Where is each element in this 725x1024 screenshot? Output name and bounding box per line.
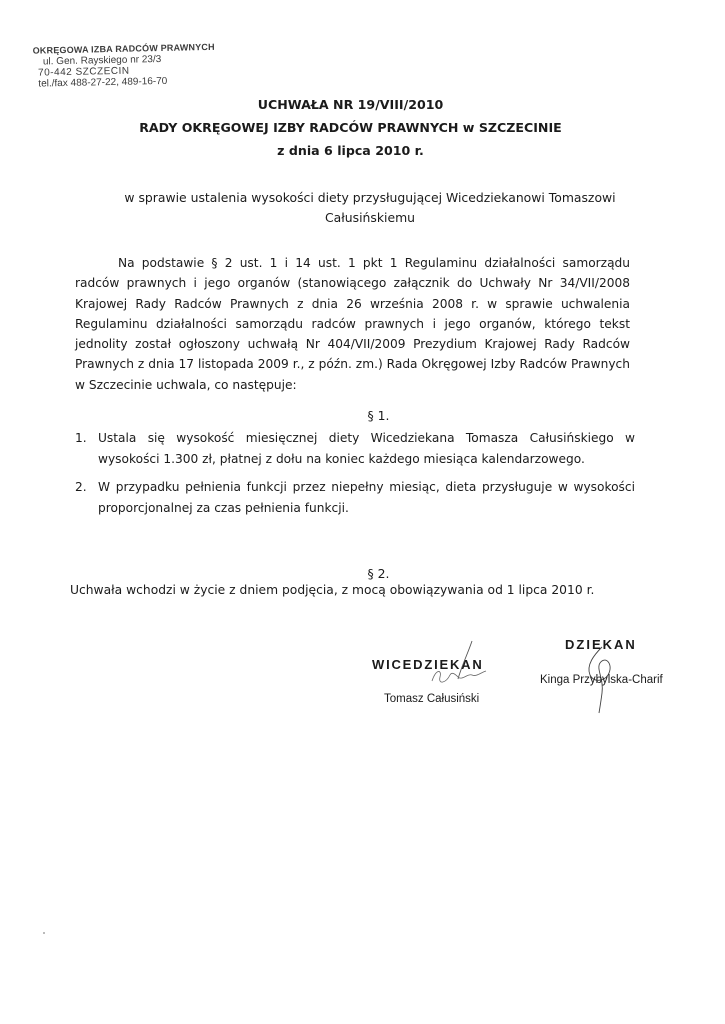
stamp-line-3: 70-442 SZCZECIN xyxy=(38,65,130,79)
resolution-date: z dnia 6 lipca 2010 r. xyxy=(277,143,424,158)
stamp-line-4: tel./fax 488-27-22, 489-16-70 xyxy=(38,75,168,90)
resolution-title: UCHWAŁA NR 19/VIII/2010 xyxy=(257,97,444,112)
list-item xyxy=(75,428,635,469)
resolution-subject: w sprawie ustalenia wysokości diety przysługującej Wicedziekanowi Tomaszowi Całusińskiemu xyxy=(124,190,616,225)
section-1-heading: § 1. xyxy=(367,408,390,423)
vice-dean-role: WICEDZIEKAN xyxy=(372,657,484,672)
resolution-subtitle: RADY OKRĘGOWEJ IZBY RADCÓW PRAWNYCH w SZCZECINIE xyxy=(139,120,562,135)
handwritten-signature-icon xyxy=(402,639,512,694)
dean-role: DZIEKAN xyxy=(565,637,637,652)
dean-name: Kinga Przybylska-Charif xyxy=(540,674,663,686)
preamble-paragraph xyxy=(75,253,630,395)
section-2-heading: § 2. xyxy=(367,566,390,581)
list-item-number: 2. xyxy=(75,480,87,494)
scan-speck xyxy=(43,932,45,934)
office-stamp xyxy=(32,41,215,90)
list-item-text: W przypadku pełnienia funkcji przez niepełny miesiąc, dieta przysługuje w wysokości proporcjonalnej za czas pełnienia funkcji. xyxy=(98,480,635,515)
list-item-text: Ustala się wysokość miesięcznej diety Wicedziekana Tomasza Całusińskiego w wysokości 1.300 zł, płatnej z dołu na koniec każdego miesiąca kalendarzowego. xyxy=(98,431,635,466)
section-2-text: Uchwała wchodzi w życie z dniem podjęcia, z mocą obowiązywania od 1 lipca 2010 r. xyxy=(70,583,595,597)
stamp-line-1: OKRĘGOWA IZBA RADCÓW PRAWNYCH xyxy=(32,41,215,56)
list-item-number: 1. xyxy=(75,431,87,445)
preamble-text: Na podstawie § 2 ust. 1 i 14 ust. 1 pkt 1 Regulaminu działalności samorządu radców prawnych i jego organów (stanowiącego załącznik do Uchwały Nr 34/VII/2008 Krajowej Rady Radców Prawnych z dnia 26 września 2008 r. w sprawie uchwalenia Regulaminu działalności samorządu radców prawnych i jego organów, którego tekst jednolity został ogłoszony uchwałą Nr 404/VII/2009 Prezydium Krajowej Rady Radców Prawnych z dnia 17 listopada 2009 r., z późn. zm.) Rada Okręgowej Izby Radców Prawnych w Szczecinie uchwala, co następuje: xyxy=(75,256,630,392)
vice-dean-name: Tomasz Całusiński xyxy=(384,693,480,705)
list-item xyxy=(75,477,635,518)
vice-dean-signature-block xyxy=(372,657,512,705)
stamp-line-2: ul. Gen. Rayskiego nr 23/3 xyxy=(42,53,162,68)
